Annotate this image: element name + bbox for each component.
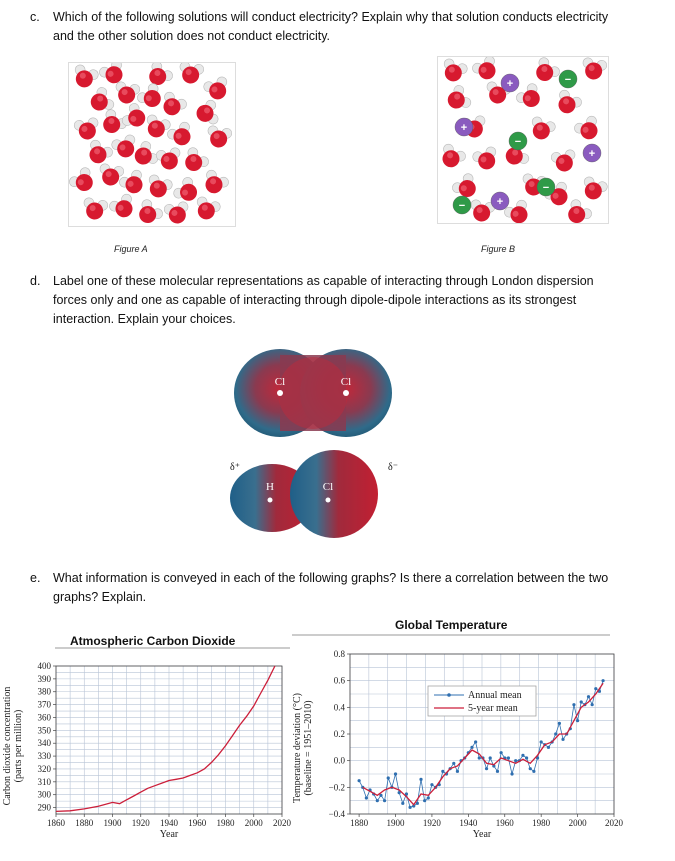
annual-mean-point bbox=[401, 802, 404, 805]
annual-mean-point bbox=[540, 740, 543, 743]
water-molecule bbox=[73, 117, 100, 141]
y-axis-label: (parts per million) bbox=[13, 709, 24, 783]
y-tick-label: 0.0 bbox=[333, 755, 345, 766]
figure-a-water-molecules bbox=[69, 63, 235, 226]
water-molecule bbox=[438, 142, 467, 172]
water-molecule bbox=[573, 114, 604, 144]
annual-mean-point bbox=[521, 754, 524, 757]
svg-text:−: − bbox=[564, 74, 572, 86]
annual-mean-point bbox=[365, 796, 368, 799]
water-molecule bbox=[514, 82, 546, 113]
water-molecule bbox=[439, 57, 469, 84]
question-d-line2: forces only and one as capable of interacting through dipole-dipole interactions as its strongest bbox=[53, 293, 577, 307]
x-tick-label: 1940 bbox=[160, 818, 178, 828]
temp-chart bbox=[292, 612, 672, 858]
water-molecule bbox=[530, 57, 562, 87]
annual-mean-point bbox=[456, 770, 459, 773]
x-tick-label: 1980 bbox=[532, 818, 551, 828]
x-tick-label: 1900 bbox=[103, 818, 122, 828]
y-tick-label: 340 bbox=[37, 738, 51, 749]
water-molecule bbox=[144, 173, 174, 200]
chart-grid bbox=[56, 666, 282, 814]
svg-text:−: − bbox=[514, 136, 522, 148]
annual-mean-point bbox=[383, 799, 386, 802]
question-d bbox=[30, 272, 670, 332]
annual-mean-point bbox=[470, 746, 473, 749]
annual-mean-point bbox=[580, 700, 583, 703]
water-molecule bbox=[113, 81, 140, 105]
annual-mean-point bbox=[601, 679, 604, 682]
y-tick-label: 330 bbox=[37, 751, 51, 762]
annual-mean-point bbox=[441, 770, 444, 773]
y-axis-label: Temperature deviation (°C) bbox=[292, 693, 303, 803]
y-tick-label: 0.4 bbox=[333, 702, 345, 713]
annual-mean-point bbox=[376, 799, 379, 802]
question-e-line1: What information is conveyed in each of the following graphs? Is there a correlation between the two bbox=[53, 571, 609, 585]
cl2-atom1-label: Cl bbox=[274, 376, 286, 388]
svg-text:+: + bbox=[588, 148, 596, 160]
question-e-line2: graphs? Explain. bbox=[53, 590, 147, 604]
x-tick-label: 1900 bbox=[386, 818, 405, 828]
figure-b-caption: Figure B bbox=[481, 244, 516, 254]
annual-mean-point bbox=[387, 776, 390, 779]
annual-mean-point bbox=[510, 772, 513, 775]
annual-mean-point bbox=[529, 767, 532, 770]
y-tick-label: 380 bbox=[37, 686, 51, 697]
annual-mean-point bbox=[587, 695, 590, 698]
cation-plus bbox=[501, 74, 519, 92]
annual-mean-point bbox=[576, 719, 579, 722]
water-molecule bbox=[580, 57, 607, 81]
annual-mean-point bbox=[430, 783, 433, 786]
annual-mean-point bbox=[408, 806, 411, 809]
question-e bbox=[30, 569, 670, 609]
annual-mean-point bbox=[423, 799, 426, 802]
svg-text:−: − bbox=[542, 182, 550, 194]
annual-mean-point bbox=[532, 770, 535, 773]
water-molecule bbox=[83, 138, 114, 168]
annual-mean-point bbox=[558, 722, 561, 725]
co2-chart-title: Atmospheric Carbon Dioxide bbox=[70, 634, 236, 648]
x-tick-label: 1960 bbox=[495, 818, 514, 828]
x-tick-label: 1860 bbox=[47, 818, 65, 828]
x-axis-label: Year bbox=[472, 829, 492, 840]
water-molecule bbox=[205, 125, 232, 149]
hcl-molecule bbox=[210, 446, 410, 546]
x-tick-label: 1980 bbox=[216, 818, 235, 828]
water-molecule bbox=[443, 84, 473, 115]
x-tick-label: 1880 bbox=[350, 818, 369, 828]
water-molecule bbox=[195, 99, 219, 126]
x-tick-label: 1960 bbox=[188, 818, 207, 828]
chart-grid bbox=[350, 654, 614, 814]
annual-mean-point bbox=[394, 772, 397, 775]
cation-plus bbox=[491, 192, 509, 210]
annual-mean-point bbox=[500, 751, 503, 754]
water-molecule bbox=[192, 195, 222, 222]
y-axis-label: (baseline = 1951–2010) bbox=[303, 700, 314, 796]
co2-series-line bbox=[56, 666, 275, 811]
svg-text:+: + bbox=[506, 78, 514, 90]
water-molecule bbox=[120, 102, 150, 133]
cl2-atom2-nucleus bbox=[343, 390, 349, 396]
co2-chart-plot bbox=[0, 628, 292, 858]
water-molecule bbox=[552, 88, 583, 118]
water-molecule bbox=[550, 149, 577, 173]
y-tick-label: 360 bbox=[37, 712, 51, 723]
annual-mean-point bbox=[561, 738, 564, 741]
water-molecule bbox=[133, 198, 165, 226]
cl2-atom1-nucleus bbox=[277, 390, 283, 396]
question-d-line3: interaction. Explain your choices. bbox=[53, 312, 236, 326]
water-molecule bbox=[179, 146, 211, 177]
anion-minus bbox=[453, 196, 471, 214]
y-tick-label: 300 bbox=[37, 789, 51, 800]
annual-mean-point bbox=[427, 796, 430, 799]
annual-mean-point bbox=[485, 767, 488, 770]
y-tick-label: 400 bbox=[37, 661, 51, 671]
water-molecule bbox=[108, 192, 139, 222]
legend-five-year-mean: 5-year mean bbox=[468, 703, 518, 714]
x-tick-label: 2020 bbox=[273, 818, 291, 828]
water-molecule bbox=[135, 82, 167, 113]
y-tick-label: 290 bbox=[37, 802, 51, 813]
hcl-h-nucleus bbox=[268, 498, 273, 503]
temp-chart-plot bbox=[292, 612, 672, 858]
water-molecule bbox=[177, 63, 204, 85]
hcl-cl-nucleus bbox=[326, 498, 331, 503]
annual-mean-point bbox=[419, 778, 422, 781]
annual-mean-point bbox=[452, 762, 455, 765]
annual-mean-point bbox=[416, 802, 419, 805]
annual-mean-point bbox=[591, 703, 594, 706]
water-molecule bbox=[155, 147, 182, 171]
svg-text:−: − bbox=[458, 200, 466, 212]
water-molecule bbox=[81, 197, 108, 221]
figure-b-image bbox=[437, 56, 609, 224]
svg-text:+: + bbox=[496, 196, 504, 208]
figure-b-ionic-solution bbox=[438, 57, 608, 223]
annual-mean-point bbox=[478, 756, 481, 759]
x-tick-label: 1880 bbox=[75, 818, 94, 828]
anion-minus bbox=[559, 70, 577, 88]
water-molecule bbox=[562, 198, 594, 223]
water-molecule bbox=[69, 166, 99, 197]
water-molecule bbox=[471, 57, 502, 84]
x-tick-label: 2000 bbox=[244, 818, 263, 828]
y-tick-label: 350 bbox=[37, 725, 51, 736]
hcl-delta-plus: δ⁺ bbox=[230, 462, 240, 473]
annual-mean-point bbox=[507, 756, 510, 759]
y-tick-label: 390 bbox=[37, 673, 51, 684]
annual-mean-point bbox=[547, 746, 550, 749]
question-c-line2: and the other solution does not conduct electricity. bbox=[53, 29, 331, 43]
legend-annual-mean: Annual mean bbox=[468, 690, 522, 701]
water-molecule bbox=[142, 113, 172, 140]
y-tick-label: 0.6 bbox=[333, 675, 345, 686]
y-tick-label: 370 bbox=[37, 699, 51, 710]
water-molecule bbox=[527, 115, 557, 142]
question-e-label: e. bbox=[30, 571, 41, 585]
annual-mean-point bbox=[514, 759, 517, 762]
figure-a-image bbox=[68, 62, 236, 227]
anion-minus bbox=[509, 132, 527, 150]
svg-text:+: + bbox=[460, 122, 468, 134]
cl2-atom2-label: Cl bbox=[340, 376, 352, 388]
annual-mean-point bbox=[525, 756, 528, 759]
y-tick-label: 0.8 bbox=[333, 649, 345, 659]
x-axis-label: Year bbox=[159, 829, 179, 840]
annual-mean-point bbox=[489, 756, 492, 759]
water-molecule bbox=[70, 63, 100, 90]
question-d-label: d. bbox=[30, 274, 41, 288]
annual-mean-point bbox=[572, 703, 575, 706]
annual-mean-point bbox=[594, 687, 597, 690]
question-d-line1: Label one of these molecular representations as capable of interacting through London dispersion bbox=[53, 274, 594, 288]
water-molecule bbox=[163, 201, 190, 225]
water-molecule bbox=[157, 90, 188, 120]
y-axis-label: Carbon dioxide concentration bbox=[2, 686, 13, 806]
x-tick-label: 2020 bbox=[605, 818, 623, 828]
water-molecule bbox=[579, 175, 608, 202]
y-tick-label: 320 bbox=[37, 763, 51, 774]
x-tick-label: 2000 bbox=[568, 818, 587, 828]
annual-mean-point bbox=[474, 740, 477, 743]
temp-chart-title: Global Temperature bbox=[395, 618, 508, 632]
cation-plus bbox=[455, 118, 473, 136]
hcl-delta-minus: δ⁻ bbox=[388, 462, 398, 473]
water-molecule bbox=[199, 168, 230, 198]
question-c-label: c. bbox=[30, 10, 40, 24]
hcl-atom1-label: H bbox=[266, 481, 274, 493]
water-molecule bbox=[202, 75, 232, 102]
y-tick-label: 310 bbox=[37, 776, 51, 787]
hcl-atom2-label: Cl bbox=[322, 481, 334, 493]
question-c bbox=[30, 8, 670, 48]
y-tick-label: −0.4 bbox=[328, 809, 345, 819]
water-molecule bbox=[143, 63, 175, 91]
annual-mean-point bbox=[554, 732, 557, 735]
cation-plus bbox=[583, 144, 601, 162]
annual-mean-point bbox=[496, 770, 499, 773]
x-tick-label: 1940 bbox=[459, 818, 478, 828]
figure-a-caption: Figure A bbox=[114, 244, 148, 254]
x-tick-label: 1920 bbox=[422, 818, 441, 828]
y-tick-label: −0.2 bbox=[328, 782, 345, 793]
question-c-line1: Which of the following solutions will conduct electricity? Explain why that solution conducts electricity bbox=[53, 10, 609, 24]
temp-legend bbox=[428, 686, 536, 716]
water-molecule bbox=[130, 140, 160, 171]
cl2-molecule bbox=[228, 345, 398, 441]
anion-minus bbox=[537, 178, 555, 196]
water-molecule bbox=[471, 145, 501, 172]
cl2-electron-cloud bbox=[234, 349, 392, 437]
hcl-electron-cloud bbox=[230, 450, 378, 538]
co2-chart bbox=[0, 628, 292, 858]
x-tick-label: 1920 bbox=[131, 818, 150, 828]
annual-mean-point bbox=[358, 779, 361, 782]
y-tick-label: 0.2 bbox=[333, 729, 345, 739]
